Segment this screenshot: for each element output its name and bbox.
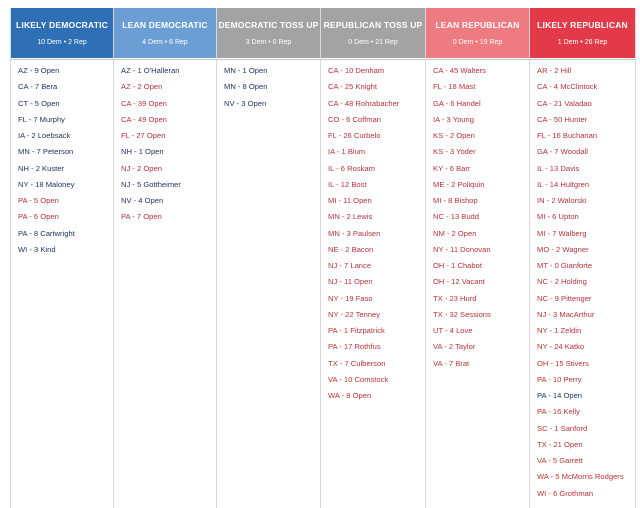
district-item[interactable]: MT - 0 Gianforte [537, 261, 593, 270]
district-item[interactable]: NJ - 5 Gottheimer [121, 179, 181, 189]
district-list [530, 59, 635, 505]
district-item[interactable]: SC - 1 Sanford [537, 423, 588, 433]
column-header-lean-republican[interactable] [426, 8, 529, 58]
district-item[interactable]: CA - 25 Knight [328, 82, 377, 92]
district-item[interactable]: PA - 14 Open [537, 391, 583, 400]
district-item[interactable]: IL - 12 Bost [328, 179, 367, 189]
column-count: 4 Dem • 6 Rep [142, 39, 188, 46]
district-item[interactable]: IL - 6 Roskam [328, 163, 375, 173]
column-count: 3 Dem • 0 Rep [245, 39, 292, 46]
district-item[interactable]: FL - 16 Buchanan [537, 131, 598, 140]
district-item[interactable]: VA - 2 Taylor [433, 342, 476, 352]
district-item[interactable]: IA - 1 Blum [328, 147, 366, 157]
column-count: 1 Dem • 26 Rep [557, 39, 608, 46]
column-header-likely-democratic[interactable] [11, 8, 113, 58]
district-item[interactable]: PA - 17 Rothfus [328, 342, 381, 352]
district-item[interactable]: PA - 6 Open [18, 212, 59, 222]
district-item[interactable]: CA - 49 Open [121, 114, 168, 124]
district-item[interactable]: NE - 2 Bacon [328, 244, 374, 254]
district-item[interactable]: MN - 3 Paulsen [328, 228, 381, 238]
column-header-lean-democratic[interactable] [114, 8, 216, 58]
district-item[interactable]: PA - 1 Fitzpatrick [328, 326, 385, 335]
district-item[interactable]: PA - 10 Perry [537, 374, 582, 384]
district-item[interactable]: PA - 8 Cartwright [18, 228, 75, 238]
district-item[interactable]: PA - 7 Open [121, 212, 162, 222]
column-title: REPUBLICAN TOSS UP [323, 20, 423, 30]
district-item[interactable]: NM - 2 Open [433, 228, 477, 238]
district-item[interactable]: MI - 11 Open [328, 196, 372, 205]
district-item[interactable]: VA - 10 Comstock [328, 374, 389, 384]
column-title: LIKELY DEMOCRATIC [15, 20, 109, 30]
district-item[interactable]: CO - 6 Coffman [328, 114, 382, 124]
district-item[interactable]: NC - 9 Pittenger [537, 293, 592, 303]
district-item[interactable]: NY - 11 Donovan [433, 244, 491, 254]
column-count: 10 Dem • 2 Rep [37, 39, 87, 46]
district-item[interactable]: FL - 7 Murphy [18, 114, 65, 124]
district-item[interactable]: NC - 2 Holding [537, 277, 587, 287]
district-item[interactable]: MI - 6 Upton [537, 212, 579, 222]
district-item[interactable]: CA - 7 Bera [18, 82, 58, 92]
district-item[interactable]: NH - 2 Kuster [18, 163, 64, 173]
district-item[interactable]: TX - 21 Open [537, 439, 583, 449]
district-item[interactable]: GA - 7 Woodall [537, 147, 588, 157]
column-title: LIKELY REPUBLICAN [537, 20, 628, 30]
district-item[interactable]: MN - 2 Lewis [328, 212, 373, 222]
district-item[interactable]: AZ - 2 Open [121, 82, 163, 92]
district-item[interactable]: CA - 39 Open [121, 98, 168, 108]
district-item[interactable]: CT - 5 Open [18, 98, 60, 108]
district-item[interactable]: CA - 21 Valadao [537, 98, 592, 108]
district-item[interactable]: TX - 23 Hurd [433, 293, 477, 303]
district-item[interactable]: IL - 14 Hultgren [537, 179, 590, 189]
district-list [11, 59, 113, 261]
column-header-republican-toss-up[interactable] [321, 8, 425, 58]
district-item[interactable]: PA - 16 Kelly [537, 407, 580, 417]
district-item[interactable]: NV - 4 Open [121, 196, 164, 205]
district-item[interactable]: OH - 1 Chabot [433, 261, 482, 270]
district-item[interactable]: KS - 2 Open [433, 131, 475, 140]
column-count: 0 Dem • 21 Rep [348, 39, 398, 46]
district-item[interactable]: NY - 22 Tenney [328, 309, 381, 319]
district-item[interactable]: NY - 18 Maloney [18, 179, 75, 189]
district-item[interactable]: TX - 7 Culberson [328, 358, 386, 368]
district-item[interactable]: AZ - 9 Open [18, 66, 60, 75]
column-democratic-toss-up [217, 8, 321, 508]
district-item[interactable]: NC - 13 Budd [433, 212, 480, 222]
district-item[interactable]: UT - 4 Love [433, 326, 473, 335]
district-item[interactable]: WI - 6 Grothman [537, 488, 594, 498]
district-item[interactable]: FL - 26 Curbelo [328, 131, 381, 140]
district-item[interactable]: VA - 5 Garrett [537, 456, 583, 465]
district-item[interactable]: KY - 6 Barr [433, 163, 471, 173]
district-item[interactable]: NJ - 7 Lance [328, 261, 372, 270]
district-item[interactable]: GA - 6 Handel [433, 98, 481, 108]
district-item[interactable]: NJ - 2 Open [121, 163, 162, 173]
column-lean-democratic [114, 8, 217, 508]
column-title: LEAN DEMOCRATIC [122, 20, 208, 30]
district-list [426, 59, 529, 375]
district-item[interactable]: NH - 1 Open [121, 147, 164, 157]
district-item[interactable]: AZ - 1 O'Halleran [121, 66, 180, 75]
district-item[interactable]: TX - 32 Sessions [433, 309, 491, 319]
district-item[interactable]: NY - 19 Faso [328, 293, 373, 303]
district-item[interactable]: MN - 7 Peterson [18, 147, 74, 157]
column-likely-democratic [10, 8, 114, 508]
district-item[interactable]: AR - 2 Hill [537, 66, 572, 75]
district-list [217, 59, 320, 115]
district-item[interactable]: WI - 3 Kind [18, 244, 56, 254]
district-item[interactable]: MO - 2 Wagner [537, 244, 589, 254]
column-header-likely-republican[interactable] [530, 8, 635, 58]
district-item[interactable]: IL - 13 Davis [537, 163, 580, 173]
district-item[interactable]: MI - 8 Bishop [433, 196, 478, 205]
column-count: 0 Dem • 19 Rep [452, 39, 503, 46]
district-item[interactable]: IA - 2 Loebsack [18, 131, 71, 140]
district-item[interactable]: NY - 24 Katko [537, 342, 585, 352]
district-item[interactable]: NJ - 11 Open [328, 277, 373, 287]
district-item[interactable]: CA - 48 Rohrabacher [328, 98, 400, 108]
district-item[interactable]: MN - 1 Open [224, 66, 268, 75]
district-item[interactable]: NV - 3 Open [224, 98, 267, 108]
district-item[interactable]: MI - 7 Walberg [537, 228, 587, 238]
district-item[interactable]: PA - 5 Open [18, 196, 59, 205]
district-item[interactable]: CA - 45 Walters [433, 66, 486, 75]
district-item[interactable]: CA - 10 Denham [328, 66, 385, 75]
district-item[interactable]: NJ - 3 MacArthur [537, 309, 595, 319]
district-item[interactable]: IN - 2 Walorski [537, 196, 587, 205]
district-item[interactable]: OH - 12 Vacant [433, 277, 485, 287]
district-item[interactable]: FL - 27 Open [121, 131, 166, 140]
district-item[interactable]: ME - 2 Poliquin [433, 179, 485, 189]
district-item[interactable]: WA - 8 Open [328, 391, 372, 400]
district-item[interactable]: WA - 5 McMorris Rodgers [537, 472, 624, 482]
column-header-democratic-toss-up[interactable] [217, 8, 320, 58]
column-title: LEAN REPUBLICAN [435, 20, 520, 30]
district-item[interactable]: OH - 15 Stivers [537, 358, 589, 368]
column-lean-republican [426, 8, 530, 508]
district-item[interactable]: CA - 50 Hunter [537, 114, 588, 124]
district-item[interactable]: VA - 7 Brat [433, 358, 470, 368]
district-item[interactable]: NY - 1 Zeldin [537, 326, 582, 335]
district-item[interactable]: KS - 3 Yoder [433, 147, 476, 157]
district-item[interactable]: FL - 18 Mast [433, 82, 476, 92]
district-list [114, 59, 216, 229]
district-list [321, 59, 425, 407]
column-likely-republican [530, 8, 636, 508]
district-item[interactable]: MN - 8 Open [224, 82, 268, 92]
district-item[interactable]: IA - 3 Young [433, 114, 474, 124]
district-item[interactable]: CA - 4 McClintock [537, 82, 598, 92]
column-republican-toss-up [321, 8, 426, 508]
column-title: DEMOCRATIC TOSS UP [218, 20, 319, 30]
